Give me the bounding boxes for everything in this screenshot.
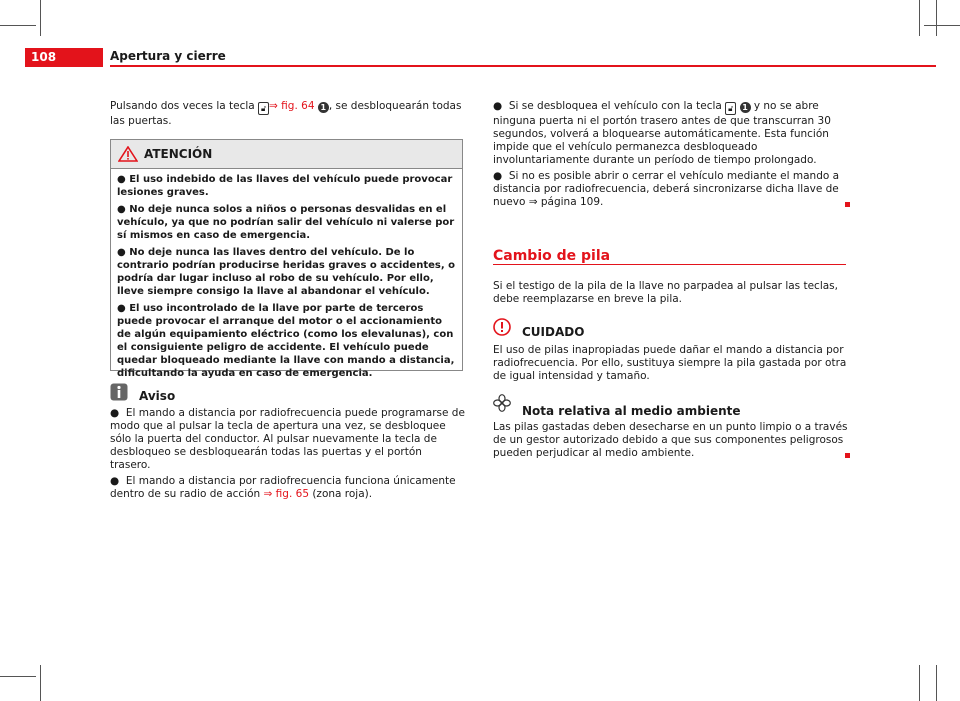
crop-mark: [936, 665, 937, 701]
warning-item: ● No deje nunca solos a niños o personas desvalidas en el vehículo, ya que no podrían salir del vehículo ni valerse por sí mismos en caso de emergencia.: [117, 204, 455, 241]
crop-mark: [936, 0, 937, 36]
intro-text-end: , se desbloquearán todas las puertas.: [110, 100, 462, 127]
warning-item: ● El uso incontrolado de la llave por parte de terceros puede provocar el arranque del motor o el accionamiento de algún equipamiento eléctrico (como los elevalunas), con el consiguiente peligro de accidente. El vehículo puede quedar bloqueado mediante la llave con mando a distancia, dificultando la ayuda en caso de emergencia.: [117, 303, 455, 379]
warning-triangle-icon: [118, 146, 138, 162]
crop-mark: [0, 676, 36, 677]
warning-box: [110, 139, 463, 379]
intro-text: Pulsando dos veces la tecla: [110, 100, 259, 112]
section-end-mark: [845, 453, 850, 458]
aviso-body: [110, 407, 465, 501]
heading-rule: [493, 264, 846, 265]
fig-ref[interactable]: ⇒ fig. 65: [263, 488, 309, 500]
warning-header: [111, 140, 462, 169]
aviso-item: ● El mando a distancia por radiofrecuencia funciona únicamente dentro de su radio de acción ⇒ fig. 65 (zona roja).: [110, 475, 456, 500]
warning-title: ATENCIÓN: [144, 147, 213, 161]
intro-paragraph: [110, 100, 465, 128]
crop-mark: [0, 25, 36, 26]
bullet-item: ● Si no es posible abrir o cerrar el vehículo mediante el mando a distancia por radiofrecuencia, deberá sincronizarse dicha llave de nuevo ⇒ página 109.: [493, 170, 840, 208]
warning-item: ● El uso indebido de las llaves del vehículo puede provocar lesiones graves.: [117, 174, 453, 198]
environment-flower-icon: [493, 394, 511, 412]
environment-title: Nota relativa al medio ambiente: [522, 404, 741, 418]
section-end-mark: [845, 202, 850, 207]
crop-mark: [40, 665, 41, 701]
section-heading: Cambio de pila: [493, 248, 611, 264]
callout-badge: 1: [318, 102, 329, 113]
caution-body: El uso de pilas inapropiadas puede dañar el mando a distancia por radiofrecuencia. Por ello, sustituya siempre la pila gastada por otra de igual intensidad y tamaño.: [493, 344, 847, 382]
crop-mark: [40, 0, 41, 36]
crop-mark: [919, 665, 920, 701]
aviso-item: ● El mando a distancia por radiofrecuencia puede programarse de modo que al pulsar la tecla de apertura una vez, se desbloquee sólo la puerta del conductor. Al pulsar nuevamente la tecla de desbloqueo se desbloquearán todas las puertas y el portón trasero.: [110, 407, 465, 471]
warning-item: ● No deje nunca las llaves dentro del vehículo. De lo contrario podrían producirse heridas graves o accidentes, o podría dar lugar incluso al robo de su vehículo. Por ello, lleve siempre consigo la llave al abandonar el vehículo.: [117, 247, 456, 297]
header-rule: [110, 65, 936, 67]
fig-ref[interactable]: ⇒ fig. 64: [269, 100, 315, 112]
bullet-item: ● Si se desbloquea el vehículo con la tecla 🔓︎ 1 y no se abre ninguna puerta ni el portón trasero antes de que transcurran 30 segundos, volverá a bloquearse automáticamente. Esta función impide que el vehículo permanezca desbloqueado involuntariamente durante un período de tiempo prolongado.: [493, 100, 831, 166]
environment-body: Las pilas gastadas deben desecharse en un punto limpio o a través de un gestor autorizado debido a que sus componentes peligrosos pueden perjudicar al medio ambiente.: [493, 421, 848, 459]
unlock-key-icon: 🔓︎: [258, 102, 269, 115]
caution-icon: [493, 318, 511, 336]
callout-badge: 1: [740, 102, 751, 113]
page-header: [0, 48, 936, 66]
page-number: 108: [25, 48, 103, 67]
warning-body: [111, 169, 462, 380]
crop-mark: [919, 0, 920, 36]
battery-paragraph: Si el testigo de la pila de la llave no parpadea al pulsar las teclas, debe reemplazarse en breve la pila.: [493, 280, 838, 305]
section-title: Apertura y cierre: [110, 49, 226, 63]
aviso-title: Aviso: [139, 389, 176, 403]
right-bullets: [493, 100, 848, 209]
unlock-key-icon: 🔓︎: [725, 102, 736, 115]
caution-title: CUIDADO: [522, 325, 585, 339]
crop-mark: [924, 25, 960, 26]
info-note-icon: [110, 383, 128, 401]
